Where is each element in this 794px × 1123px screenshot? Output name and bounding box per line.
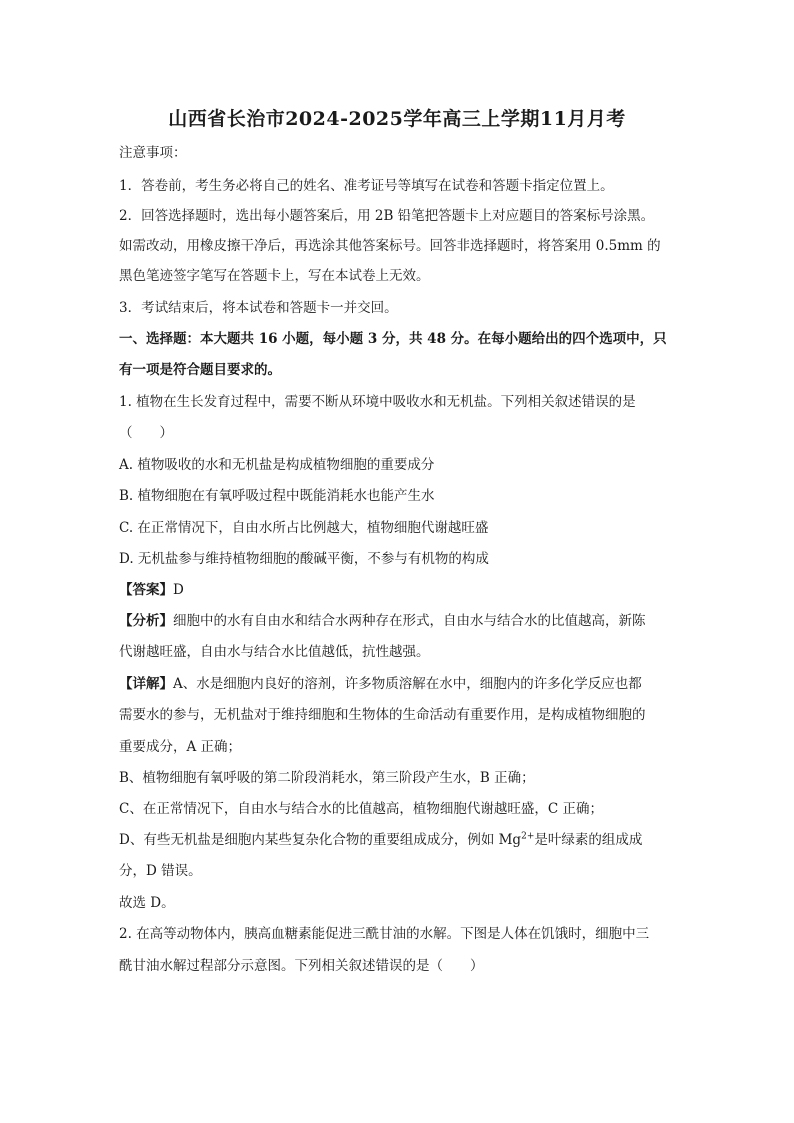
conclusion: 故选 D。 xyxy=(119,895,175,911)
detail-option-d-line-2: 分，D 错误。 xyxy=(119,863,202,879)
question-1-option-a: A. 植物吸收的水和无机盐是构成植物细胞的重要成分 xyxy=(119,457,435,473)
notice-item-3: 3．考试结束后，将本试卷和答题卡一并交回。 xyxy=(119,300,398,316)
question-1-option-b: B. 植物细胞在有氧呼吸过程中既能消耗水也能产生水 xyxy=(119,488,435,504)
detail-option-d-line-1 xyxy=(119,830,679,850)
detail-tag: 【详解】 xyxy=(119,676,173,692)
question-1-option-c: C. 在正常情况下，自由水所占比例越大，植物细胞代谢越旺盛 xyxy=(119,520,489,536)
question-2-line-1: 2. 在高等动物体内，胰高血糖素能促进三酰甘油的水解。下图是人体在饥饿时，细胞中三 xyxy=(119,926,650,942)
notice-item-1: 1．答卷前，考生务必将自己的姓名、准考证号等填写在试卷和答题卡指定位置上。 xyxy=(119,178,614,194)
notice-heading: 注意事项： xyxy=(119,145,187,161)
section-heading-line-1: 一、选择题：本大题共 16 小题，每小题 3 分，共 48 分。在每小题给出的四个选项中，只 xyxy=(119,331,667,347)
analysis-tag: 【分析】 xyxy=(119,613,173,629)
detail-line-1 xyxy=(119,674,679,694)
analysis-line-1 xyxy=(119,611,679,631)
detail-line-3: 重要成分，A 正确； xyxy=(119,739,242,755)
detail-d-text-post: 是叶绿素的组成成 xyxy=(534,832,643,848)
page-title: 山西省长治市2024-2025学年高三上学期11月月考 xyxy=(168,108,626,130)
notice-item-2-line-3: 黑色笔迹签字笔写在答题卡上，写在本试卷上无效。 xyxy=(119,268,430,284)
detail-line-2: 需要水的参与，无机盐对于维持细胞和生物体的生命活动有重要作用，是构成植物细胞的 xyxy=(119,707,646,723)
question-1-option-d: D. 无机盐参与维持植物细胞的酸碱平衡，不参与有机物的构成 xyxy=(119,551,489,567)
question-1-paren: （ ） xyxy=(119,425,173,441)
detail-option-c: C、在正常情况下，自由水与结合水的比值越高，植物细胞代谢越旺盛，C 正确； xyxy=(119,801,603,817)
answer-line xyxy=(119,580,679,600)
analysis-text-1: 细胞中的水有自由水和结合水两种存在形式，自由水与结合水的比值越高，新陈 xyxy=(173,613,646,629)
detail-d-text-pre: D、有些无机盐是细胞内某些复杂化合物的重要组成成分，例如 Mg xyxy=(119,832,522,848)
analysis-line-2: 代谢越旺盛，自由水与结合水比值越低，抗性越强。 xyxy=(119,644,430,660)
question-2-line-2: 酰甘油水解过程部分示意图。下列相关叙述错误的是（ ） xyxy=(119,958,484,974)
notice-item-2-line-1: 2．回答选择题时，选出每小题答案后，用 2B 铅笔把答题卡上对应题目的答案标号涂黑。 xyxy=(119,208,655,224)
section-heading-line-2: 有一项是符合题目要求的。 xyxy=(119,362,281,378)
detail-option-b: B、植物细胞有氧呼吸的第二阶段消耗水，第三阶段产生水，B 正确； xyxy=(119,770,535,786)
answer-value: D xyxy=(173,582,184,598)
notice-item-2-line-2: 如需改动，用橡皮擦干净后，再选涂其他答案标号。回答非选择题时，将答案用 0.5mm 的 xyxy=(119,238,661,254)
answer-tag: 【答案】 xyxy=(119,582,173,598)
detail-text-1: A、水是细胞内良好的溶剂，许多物质溶解在水中，细胞内的许多化学反应也都 xyxy=(173,676,642,692)
detail-d-superscript: 2+ xyxy=(521,831,535,842)
question-1-stem: 1. 植物在生长发育过程中，需要不断从环境中吸收水和无机盐。下列相关叙述错误的是 xyxy=(119,394,636,410)
